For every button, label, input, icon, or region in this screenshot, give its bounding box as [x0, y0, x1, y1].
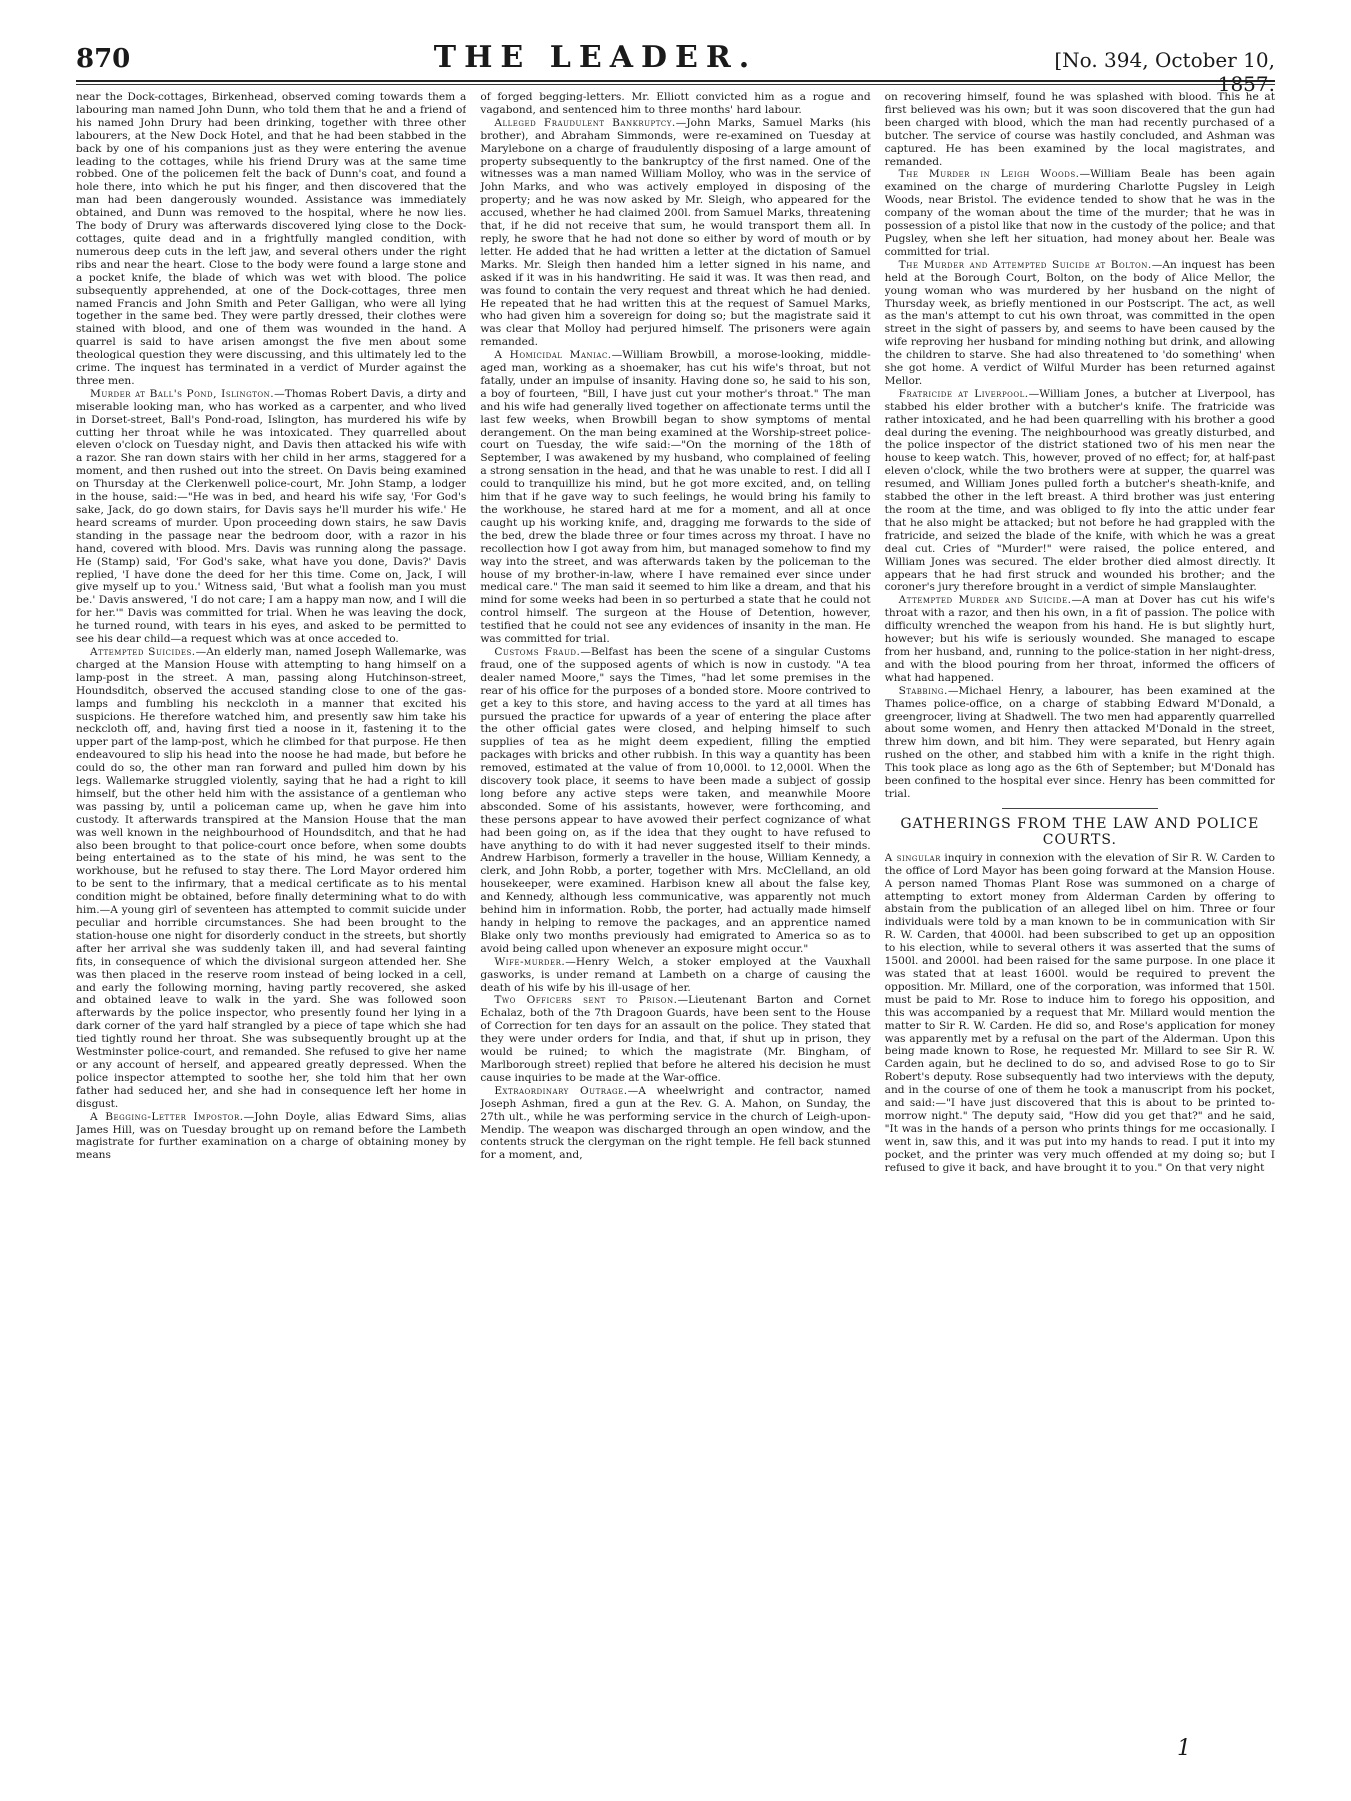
- article-text: —Lieutenant Barton and Cornet Echalaz, both of the 7th Dragoon Guards, have been sent to the House of Correction for ten days for an assault on the police. They stated that they were under orders for India, and that, if shut up in prison, they would be ruined; to which the magistrate (Mr. Bingham, of Marlborough street) replied that before he altered his decision he must cause inquiries to be made at the War-office.: [480, 994, 871, 1084]
- article-paragraph: [76, 646, 466, 1111]
- column-2: [480, 91, 870, 1751]
- article-text: of forged begging-letters. Mr. Elliott convicted him as a rogue and vagabond, and sentenced him to three months' hard labour.: [480, 91, 871, 116]
- article-text: —John Doyle, alias Edward Sims, alias James Hill, was on Tuesday brought up on remand before the Lambeth magistrate for further examination on a charge of obtaining money by means: [76, 1110, 467, 1162]
- article-heading: Wife-murder.: [494, 955, 566, 968]
- article-paragraph: [480, 994, 870, 1084]
- article-text: —William Browbill, a morose-looking, middle-aged man, working as a shoemaker, has cut his wife's throat, but not fatally, under an impulse of insanity. Having done so, he said to his son, a boy of fourteen, "Bill, I have just cut your mother's throat." The man and his wife had generally lived together on affectionate terms until the last few weeks, when Browbill began to show symptoms of mental derangement. On the man being examined at the Worship-street police-court on Tuesday, the wife said:—"On the morning of the 18th of September, I was awakened by my husband, who complained of feeling a strong sensation in the head, and that he was unable to rest. I did all I could to tranquillize his mind, but he got more excited, and, on telling him that if he gave way to such feelings, he would bring his family to the workhouse, he stared hard at me for a moment, and all at once caught up his working knife, and, dragging me forwards to the side of the bed, drew the blade three or four times across my throat. I have no recollection how I got away from him, but managed somehow to find my way into the street, and was afterwards taken by the policeman to the house of my brother-in-law, where I have remained ever since under medical care." The man said it seemed to him like a dream, and that his mind for some weeks had been in so perturbed a state that he could not control himself. The surgeon at the House of Detention, however, testified that he could not see any evidences of insanity in the man. He was committed for trial.: [480, 349, 871, 646]
- section-rule: [1002, 808, 1158, 809]
- article-text: inquiry in connexion with the elevation of Sir R. W. Carden to the office of Lord Mayor has been going forward at the Mansion House. A person named Thomas Plant Rose was summoned on a charge of attempting to extort money from Alderman Carden by offering to abstain from the publication of an alleged libel on him. Three or four individuals were told by a man known to be in communication with Sir R. W. Carden, that 4000l. had been subscribed to get up an opposition to his election, while to several others it was asserted that the sums of 1500l. and 2000l. had been raised for the same purpose. In one place it was stated that at least 1600l. would be required to prevent the opposition. Mr. Millard, one of the corporation, was informed that 150l. must be paid to Mr. Rose to induce him to forego his opposition, and this was accompanied by a request that Mr. Millard would mention the matter to Sir R. W. Carden. He did so, and Rose's application for money was apparently met by a refusal on the part of the Alderman. Upon this being made known to Rose, he requested Mr. Millard to see Sir R. W. Carden again, but he declined to do so, and advised Rose to go to Sir Robert's deputy. Rose subsequently had two interviews with the deputy, and in the course of one of them he took a manuscript from his pocket, and said:—"I have just discovered that this is about to be printed to-morrow night." The deputy said, "How did you get that?" and he said, "It was in the hands of a person who prints things for me occasionally. I went in, saw this, and it was put into my hands to read. I put it into my pocket, and the printer was very much offended at my doing so; but I refused to give it back, and have brought it to you." On that very night: [884, 851, 1275, 1174]
- article-text: near the Dock-cottages, Birkenhead, observed coming towards them a labouring man named John Dunn, who told them that he and a friend of his named John Drury had been drinking, together with three other labourers, at the New Dock Hotel, and that he had been stabbed in the back by one of his companions just as they were entering the avenue leading to the cottages, while his friend Drury was at the same time robbed. One of the policemen felt the back of Dunn's coat, and found a hole there, into which he put his finger, and then discovered that the man had been dangerously wounded. Assistance was immediately obtained, and Dunn was removed to the hospital, where he now lies. The body of Drury was afterwards discovered lying close to the Dock-cottages, quite dead and in a frightfully mangled condition, with numerous deep cuts in the left jaw, and several others under the right ribs and near the heart. Close to the body were found a large stone and a pocket knife, the blade of which was wet with blood. The police subsequently apprehended, at one of the Dock-cottages, three men named Francis and John Smith and Peter Galligan, who were all lying together in the same bed. They were partly dressed, their clothes were stained with blood, and one of them was wounded in the hand. A quarrel is said to have arisen amongst the five men about some theological question they were discussing, and this ultimately led to the crime. The inquest has terminated in a verdict of Murder against the three men.: [76, 91, 467, 387]
- article-heading: Two Officers sent to Prison.: [494, 994, 678, 1007]
- article-paragraph: [885, 852, 1275, 1175]
- article-heading: Attempted Murder and Suicide.: [898, 594, 1072, 607]
- article-paragraph: [480, 117, 870, 349]
- article-text: —An elderly man, named Joseph Wallemarke, was charged at the Mansion House with attempting to hang himself on a lamp-post in the street. A man, passing along Hutchinson-street, Houndsditch, observed the accused standing close to one of the gas-lamps and fumbling his neckcloth in a manner that excited his suspicions. He therefore watched him, and presently saw him take his neckcloth off, and, having first tied a noose in it, fastening it to the upper part of the lamp-post, which he climbed for that purpose. He then endeavoured to slip his head into the noose he had made, but before he could do so, the other man ran forward and pulled him down by his legs. Wallemarke struggled violently, saying that he had a right to kill himself, but the other held him with the assistance of a gentleman who was passing by, until a policeman came up, when he gave him into custody. It afterwards transpired at the Mansion House that the man was well known in the neighbourhood of Houndsditch, and that he had also been brought to that police-court once before, when some doubts being entertained as to the state of his mind, he was sent to the workhouse, but he refused to stay there. The Lord Mayor ordered him to be sent to the infirmary, that a medical certificate as to his mental condition might be obtained, before finally determining what to do with him.—A young girl of seventeen has attempted to commit suicide under peculiar and horrible circumstances. She had been brought to the station-house one night for disorderly conduct in the streets, but shortly after her arrival she was suddenly taken ill, and had several fainting fits, in consequence of which the divisional surgeon attended her. She was then placed in the reserve room instead of being locked in a cell, and early the following morning, having partly recovered, she asked and obtained leave to walk in the yard. She was followed soon afterwards by the police inspector, who presently found her lying in a dark corner of the yard half strangled by a piece of tape which she had tied tightly round her throat. She was subsequently brought up at the Westminster police-court, and remanded. She refused to give her name or any account of herself, and appeared greatly depressed. When the police inspector attempted to soothe her, she told him that her own father had seduced her, and she had in consequence left her home in disgust.: [76, 645, 467, 1110]
- article-heading: A Begging-Letter Impostor.: [90, 1110, 244, 1123]
- newspaper-title: THE LEADER.: [433, 40, 758, 75]
- article-text: —A man at Dover has cut his wife's throat with a razor, and then his own, in a fit of passion. The police with difficulty wrenched the weapon from his hand. He is but slightly hurt, however; but his wife is seriously wounded. She managed to escape from her husband, and, running to the police-station in her night-dress, and with the blood pouring from her throat, informed the officers of what had happened.: [884, 594, 1275, 684]
- masthead: [76, 40, 1275, 96]
- article-heading: A singular: [884, 851, 941, 864]
- article-text: —An inquest has been held at the Borough Court, Bolton, on the body of Alice Mellor, the young woman who was murdered by her husband on the night of Thursday week, as briefly mentioned in our Postscript. The act, as well as the man's attempt to cut his own throat, was committed in the open street in the sight of passers by, and seems to have been caused by the wife reproving her husband for minding nothing but drink, and allowing the children to starve. She had also threatened to 'do something' when she got home. A verdict of Wilful Murder has been returned against Mellor.: [884, 258, 1275, 387]
- article-paragraph: [885, 594, 1275, 684]
- article-heading: Alleged Fraudulent Bankruptcy.: [494, 116, 676, 129]
- article-text: —A wheelwright and contractor, named Joseph Ashman, fired a gun at the Rev. G. A. Mahon, on Sunday, the 27th ult., while he was performing service in the church of Leigh-upon-Mendip. The weapon was discharged through an open window, and the contents struck the clergyman on the right temple. He fell back stunned for a moment, and,: [480, 1084, 871, 1162]
- article-paragraph: [885, 685, 1275, 801]
- issue-info: [No. 394, October 10, 1857.: [1054, 48, 1275, 96]
- article-paragraph: [480, 1085, 870, 1162]
- article-paragraph: [885, 259, 1275, 388]
- article-paragraph: [480, 349, 870, 646]
- article-heading: Attempted Suicides.: [90, 645, 196, 658]
- article-paragraph: [480, 646, 870, 956]
- article-paragraph: [76, 1111, 466, 1163]
- article-text: —William Beale has been again examined on the charge of murdering Charlotte Pugsley in Leigh Woods, near Bristol. The evidence tended to show that he was in the company of the woman about the time of the murder; that he was in possession of a pistol like that now in the custody of the police; and that Pugsley, when she left her situation, had money about her. Beale was committed for trial.: [884, 168, 1275, 258]
- article-heading: Extraordinary Outrage.: [494, 1084, 628, 1097]
- article-paragraph: [885, 168, 1275, 258]
- article-heading: The Murder in Leigh Woods.: [898, 168, 1080, 181]
- article-text: —John Marks, Samuel Marks (his brother), and Abraham Simmonds, were re-examined on Tuesday at Marylebone on a charge of fraudulently disposing of a large amount of property subsequently to the bankruptcy of the first named. One of the witnesses was a man named William Molloy, who was in the service of John Marks, and who was actively employed in disposing of the property; and he was now asked by Mr. Sleigh, who appeared for the accused, whether he had claimed 200l. from Samuel Marks, threatening that, if he did not receive that sum, he would transport them all. In reply, he swore that he had not done so either by word of mouth or by letter. He added that he had written a letter at the dictation of Samuel Marks. Mr. Sleigh then handed him a letter signed in his name, and asked if it was in his handwriting. He said it was. It was then read, and was found to contain the very request and threat which he had denied. He repeated that he had written this at the request of Samuel Marks, who had given him a sovereign for doing so; but the magistrate said it was clear that Molloy had perjured himself. The prisoners were again remanded.: [480, 116, 871, 349]
- article-paragraph: [480, 956, 870, 995]
- columns: [76, 91, 1275, 1751]
- column-3: [885, 91, 1275, 1751]
- article-text: —Michael Henry, a labourer, has been examined at the Thames police-office, on a charge of stabbing Edward M'Donald, a greengrocer, living at Shadwell. The two men had apparently quarrelled about some women, and Henry then attacked M'Donald in the street, threw him down, and bit him. They were separated, but Henry again rushed on the other, and stabbed him with a knife in the right thigh. This took place as long ago as the 6th of September; but M'Donald has been confined to the hospital ever since. Henry has been committed for trial.: [884, 684, 1275, 800]
- article-heading: Stabbing.: [898, 684, 948, 697]
- article-text: —William Jones, a butcher at Liverpool, has stabbed his elder brother with a butcher's knife. The fratricide was rather intoxicated, and he had been quarrelling with his brother a good deal during the evening. The neighbourhood was greatly disturbed, and the police inspector of the district stationed two of his men near the house to keep watch. This, however, proved of no effect; for, at half-past eleven o'clock, while the two brothers were at supper, the quarrel was resumed, and William Jones pulled forth a butcher's sheath-knife, and stabbed the other in the left breast. A third brother was just entering the room at the time, and was obliged to fly into the attic under fear that he also might be attacked; but not before he had grappled with the fratricide, and seized the blade of the knife, with which he was a great deal cut. Cries of "Murder!" were raised, the police entered, and William Jones was secured. The elder brother died almost directly. It appears that he had first struck and wounded his brother; and the coroner's jury therefore brought in a verdict of simple Manslaughter.: [884, 387, 1275, 594]
- section-heading: GATHERINGS FROM THE LAW AND POLICE COURTS.: [900, 815, 1260, 848]
- article-text: —Belfast has been the scene of a singular Customs fraud, one of the supposed agents of which is now in custody. "A tea dealer named Moore," says the Times, "had let some premises in the rear of his office for the purposes of a bonded store. Moore contrived to get a key to this store, and having access to the yard at all times has pursued the practice for upwards of a year of entering the place after the other official gates were closed, and helping himself to such supplies of tea as he might deem expedient, filling the emptied packages with bricks and other rubbish. In this way a quantity has been removed, estimated at the value of from 10,000l. to 12,000l. When the discovery took place, it seems to have been made a subject of gossip long before any active steps were taken, and meanwhile Moore absconded. Some of his assistants, however, were forthcoming, and these persons appear to have avowed their perfect cognizance of what had been going on, as if the idea that they ought to have refused to have anything to do with it had never suggested itself to their minds. Andrew Harbison, formerly a traveller in the house, William Kennedy, a clerk, and John Robb, a porter, together with Mrs. McClelland, an old housekeeper, were examined. Harbison knew all about the false key, and Kennedy, although less communicative, was apparently not much behind him in information. Robb, the porter, had actually made himself handy in helping to remove the packages, and an apprentice named Blake only two months previously had emigrated to America so as to avoid being called upon whenever an exposure might occur.": [480, 645, 871, 955]
- article-heading: Murder at Ball's Pond, Islington.: [90, 387, 275, 400]
- article-text: on recovering himself, found he was splashed with blood. This he at first believed was his own; but it was soon discovered that the gun had been charged with blood, which the man had recently purchased of a butcher. The service of course was hastily concluded, and Ashman was captured. He has been examined by the local magistrates, and remanded.: [884, 91, 1275, 168]
- article-text: —Thomas Robert Davis, a dirty and miserable looking man, who has worked as a carpenter, and who lived in Dorset-street, Ball's Pond-road, Islington, has murdered his wife by cutting her throat while he was intoxicated. They quarrelled about eleven o'clock on Tuesday night, and Davis then attacked his wife with a razor. She ran down stairs with her child in her arms, staggered for a moment, and then rushed out into the street. On Davis being examined on Thursday at the Clerkenwell police-court, Mr. John Stamp, a lodger in the house, said:—"He was in bed, and heard his wife say, 'For God's sake, Jack, do go down stairs, for Davis says he'll murder his wife.' He heard screams of murder. Upon proceeding down stairs, he saw Davis standing in the passage near the bedroom door, with a razor in his hand, covered with blood. Mrs. Davis was running along the passage. He (Stamp) said, 'For God's sake, what have you done, Davis?' Davis replied, 'I have done the deed for her this time. Come on, Jack, I will give myself up to you.' Witness said, 'But what a foolish man you must be.' Davis answered, 'I do not care; I am a happy man now, and I will die for her.'" Davis was committed for trial. When he was leaving the dock, he turned round, with tears in his eyes, and asked to be permitted to see his dear child—a request which was at once acceded to.: [76, 387, 467, 646]
- footer-mark: 1: [1177, 1736, 1191, 1761]
- article-paragraph: [76, 388, 466, 646]
- article-heading: The Murder and Attempted Suicide at Bolton.: [898, 258, 1152, 271]
- article-paragraph: [885, 388, 1275, 595]
- article-heading: Customs Fraud.: [494, 645, 581, 658]
- article-heading: Fratricide at Liverpool.: [898, 387, 1029, 400]
- article-paragraph: [76, 91, 466, 388]
- article-paragraph: [480, 91, 870, 117]
- article-text: —Henry Welch, a stoker employed at the Vauxhall gasworks, is under remand at Lambeth on a charge of causing the death of his wife by his ill-usage of her.: [480, 955, 871, 994]
- column-1: [76, 91, 466, 1751]
- article-paragraph: [885, 91, 1275, 168]
- page-number: 870: [76, 44, 131, 74]
- article-heading: A Homicidal Maniac.: [494, 349, 612, 362]
